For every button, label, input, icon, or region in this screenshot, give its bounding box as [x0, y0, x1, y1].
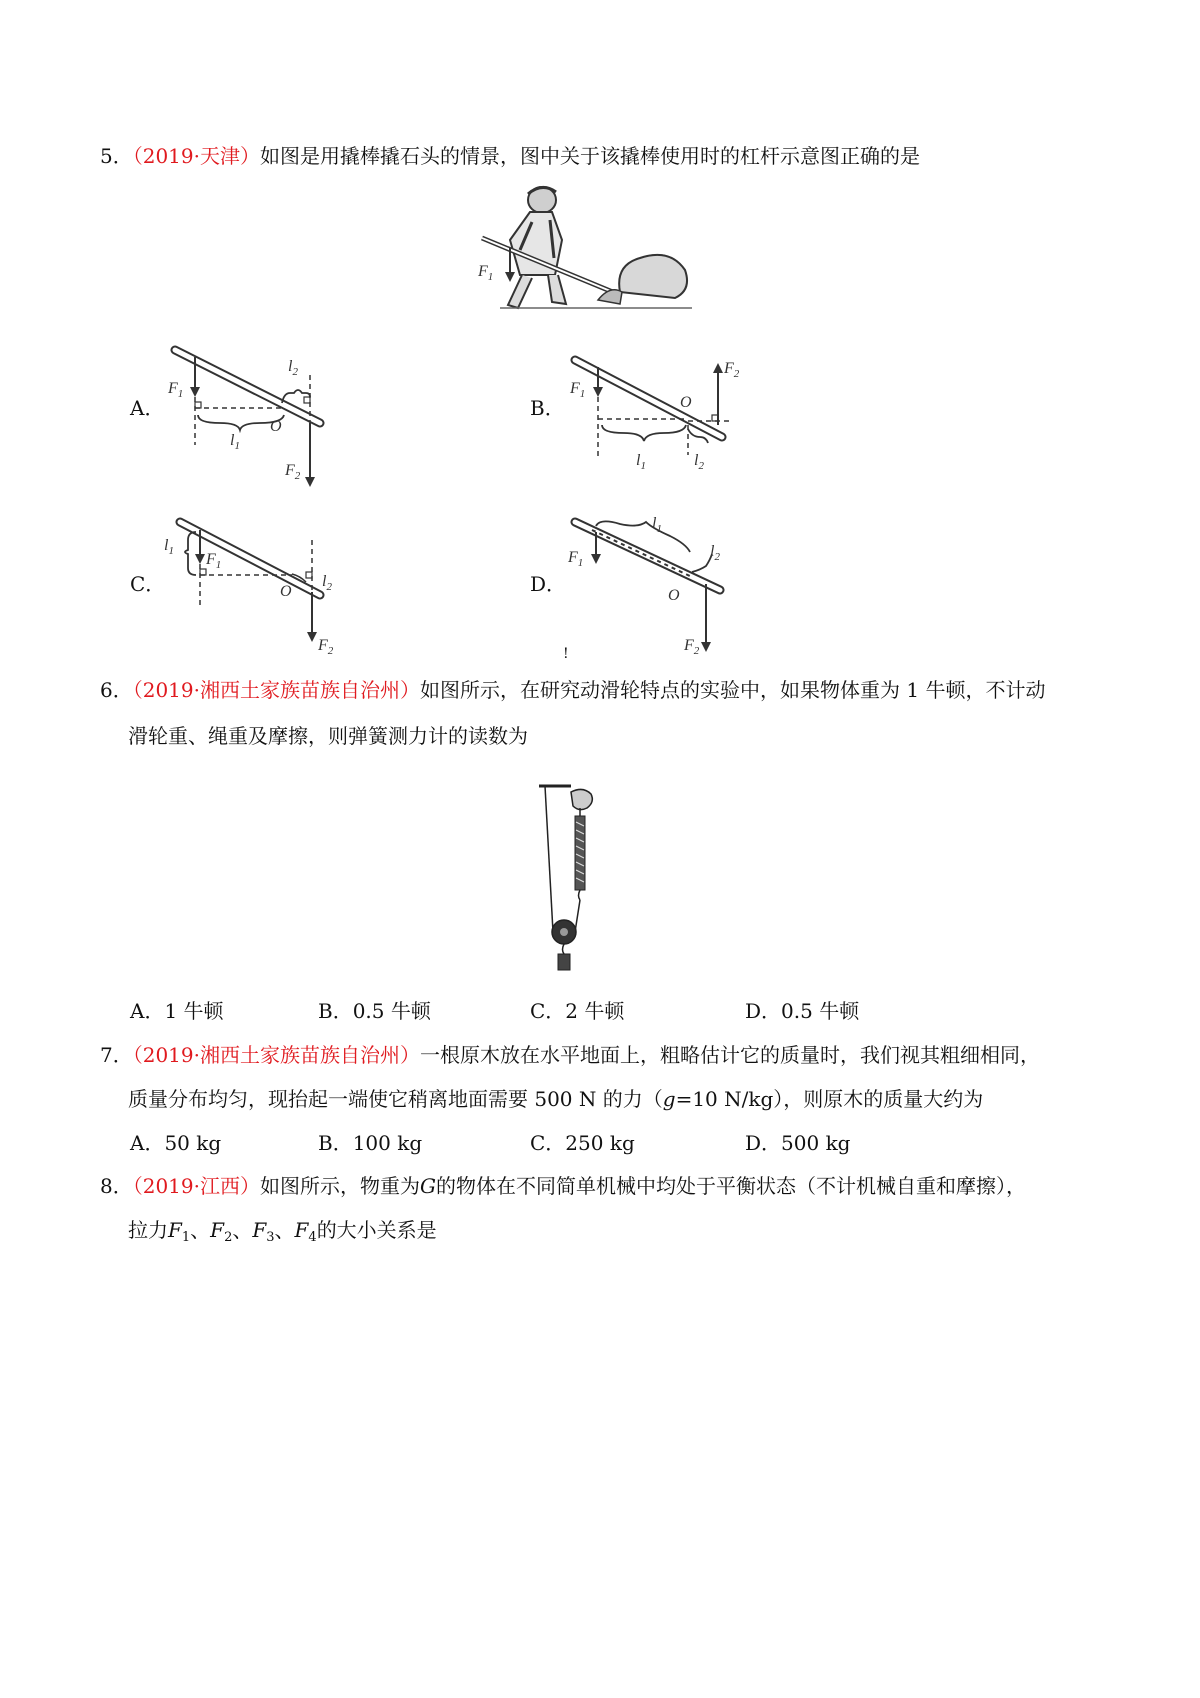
q8-sub3: 3	[266, 1230, 275, 1245]
q8-sub2: 2	[224, 1230, 233, 1245]
q7-text1: 一根原木放在水平地面上，粗略估计它的质量时，我们视其粗细相同，	[420, 1043, 1040, 1067]
q6-choice-c[interactable]: C．2 牛顿	[530, 999, 625, 1023]
q5-option-a-label[interactable]: A．	[130, 396, 165, 420]
d-f1-label: $F_1$	[568, 549, 584, 569]
q5-option-a-diagram[interactable]	[160, 335, 340, 515]
q8-text1b: 的物体在不同简单机械中均处于平衡状态（不计机械自重和摩擦），	[435, 1174, 1026, 1198]
q7-stem-line1	[100, 1041, 1040, 1069]
q6-stem-line1	[100, 676, 1045, 704]
q5-text: 如图是用撬棒撬石头的情景，图中关于该撬棒使用时的杠杆示意图正确的是	[260, 144, 920, 168]
q8-stem-line1	[100, 1172, 1026, 1200]
a-f1-label: $F_1$	[168, 380, 184, 400]
q5-stem	[100, 142, 920, 170]
c-f2-label: $F_2$	[318, 637, 334, 657]
q7-text2b: =10 N/kg），则原木的质量大约为	[675, 1087, 984, 1111]
q5-number: 5．	[100, 144, 133, 168]
q6-choice-a[interactable]: A．1 牛顿	[130, 999, 224, 1023]
c-l2-label: $l_2$	[322, 573, 332, 593]
stray-mark: !	[563, 646, 569, 662]
q8-text1a: 如图所示，物重为	[260, 1174, 420, 1198]
q5-main-f1-label: $F_1$	[478, 263, 494, 283]
q8-f-symbol: F	[294, 1218, 309, 1242]
q5-option-d-diagram[interactable]	[560, 510, 750, 665]
q8-sub4: 4	[308, 1230, 317, 1245]
q6-pulley-illustration	[535, 782, 605, 977]
a-l2-label: $l_2$	[288, 358, 298, 378]
b-l2-label: $l_2$	[694, 452, 704, 472]
q8-f-symbol: F	[168, 1218, 182, 1242]
q7-number: 7．	[100, 1043, 133, 1067]
q8-f-symbol: F	[252, 1218, 267, 1242]
q5-option-b-label[interactable]: B．	[530, 396, 565, 420]
d-l2-label: $l_2$	[710, 543, 720, 563]
q7-g-symbol: g	[662, 1087, 676, 1111]
q8-source: （2019·江西）	[132, 1174, 260, 1198]
q6-choice-b[interactable]: B．0.5 牛顿	[318, 999, 431, 1023]
b-f2-label: $F_2$	[724, 360, 740, 380]
q8-text2a: 拉力	[128, 1218, 168, 1242]
q7-source: （2019·湘西土家族苗族自治州）	[132, 1043, 420, 1067]
c-l1-label: $l_1$	[164, 537, 174, 557]
q8-sep3: 、	[274, 1218, 295, 1242]
a-l1-label: $l_1$	[230, 432, 240, 452]
q6-stem-line2: 滑轮重、绳重及摩擦，则弹簧测力计的读数为	[128, 724, 528, 748]
d-f2-label: $F_2$	[684, 637, 700, 657]
q6-number: 6．	[100, 678, 133, 702]
c-o-label: O	[280, 583, 292, 600]
b-l1-label: $l_1$	[636, 452, 646, 472]
q7-choice-c[interactable]: C．250 kg	[530, 1131, 635, 1155]
q8-number: 8．	[100, 1174, 133, 1198]
q7-choice-d[interactable]: D．500 kg	[745, 1131, 851, 1155]
q5-option-b-diagram[interactable]	[560, 345, 760, 505]
c-f1-label: $F_1$	[206, 551, 222, 571]
q8-sep1: 、	[190, 1218, 211, 1242]
q8-g-symbol: G	[420, 1174, 436, 1198]
q8-stem-line2	[128, 1216, 437, 1244]
q6-source: （2019·湘西土家族苗族自治州）	[132, 678, 420, 702]
b-f1-label: $F_1$	[570, 380, 586, 400]
q7-stem-line2	[128, 1085, 983, 1113]
q6-choice-d[interactable]: D．0.5 牛顿	[745, 999, 860, 1023]
q7-choice-a[interactable]: A．50 kg	[130, 1131, 222, 1155]
q6-text1: 如图所示，在研究动滑轮特点的实验中，如果物体重为 1 牛顿，不计动	[420, 678, 1046, 702]
q8-sep2: 、	[232, 1218, 253, 1242]
q5-option-d-label[interactable]: D．	[530, 572, 567, 596]
q8-f-symbol: F	[210, 1218, 225, 1242]
q5-source: （2019·天津）	[132, 144, 260, 168]
d-o-label: O	[668, 587, 680, 604]
q7-text2a: 质量分布均匀，现抬起一端使它稍离地面需要 500 N 的力（	[128, 1087, 663, 1111]
a-o-label: O	[270, 418, 282, 435]
q8-sub1: 1	[181, 1230, 191, 1245]
b-o-label: O	[680, 394, 692, 411]
q8-text2b: 的大小关系是	[316, 1218, 437, 1242]
q5-option-c-diagram[interactable]	[160, 510, 350, 665]
d-l1-label: $l_1$	[652, 515, 662, 535]
q5-crowbar-illustration	[470, 180, 700, 320]
q5-option-c-label[interactable]: C．	[130, 572, 166, 596]
q7-choice-b[interactable]: B．100 kg	[318, 1131, 423, 1155]
a-f2-label: $F_2$	[285, 462, 301, 482]
